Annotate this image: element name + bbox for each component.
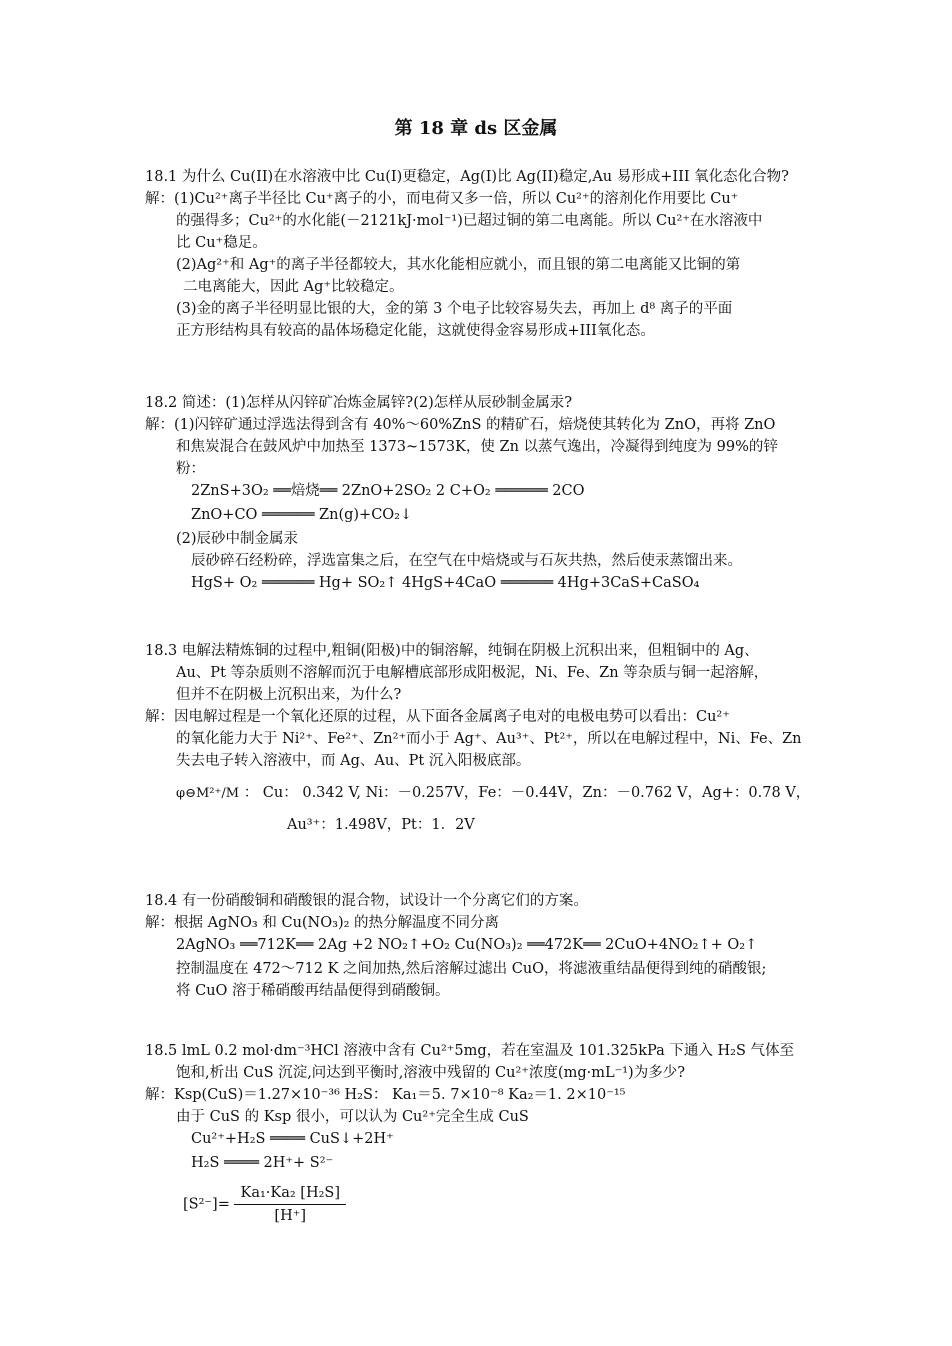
answer-line: 辰砂碎石经粉碎，浮选富集之后，在空气在中焙烧或与石灰共热，然后使汞蒸馏出来。 — [191, 553, 742, 569]
equation: 2ZnS+3O₂ ══焙烧══ 2ZnO+2SO₂ 2 C+O₂ ══════ 2CO — [191, 483, 585, 499]
equation: H₂S ════ 2H⁺+ S²⁻ — [191, 1155, 334, 1171]
equation: HgS+ O₂ ══════ Hg+ SO₂↑ 4HgS+4CaO ══════ 4Hg+3CaS+CaSO₄ — [191, 575, 700, 591]
answer-line: 二电离能大，因此 Ag⁺比较稳定。 — [183, 279, 404, 295]
potential-label: φ⊖M²⁺/M — [176, 786, 240, 801]
answer-line: 的氧化能力大于 Ni²⁺、Fe²⁺、Zn²⁺而小于 Ag⁺、Au³⁺、Pt²⁺，所以在电解过程中，Ni、Fe、Zn — [176, 731, 802, 747]
question-18-3 — [145, 640, 815, 836]
answer-line: 和焦炭混合在鼓风炉中加热至 1373~1573K，使 Zn 以蒸气逸出，冷凝得到纯度为 99%的锌 — [176, 439, 778, 455]
question-text: 饱和,析出 CuS 沉淀,问达到平衡时,溶液中残留的 Cu²⁺浓度(mg·mL⁻¹)为多少? — [176, 1065, 685, 1081]
answer-line: 解：(1)闪锌矿通过浮选法得到含有 40%～60%ZnS 的精矿石，焙烧使其转化为 ZnO，再将 ZnO — [145, 417, 776, 433]
question-18-4 — [145, 890, 815, 1002]
answer-line: 解：因电解过程是一个氧化还原的过程，从下面各金属离子电对的电极电势可以看出：Cu²⁺ — [145, 709, 730, 725]
potential-values: ： Cu： 0.342 V, Ni：－0.257V，Fe：－0.44V，Zn：－0.762 V，Ag+：0.78 V， — [243, 785, 811, 801]
answer-line: 解：根据 AgNO₃ 和 Cu(NO₃)₂ 的热分解温度不同分离 — [145, 915, 500, 931]
question-18-2 — [145, 392, 815, 596]
fraction-numerator: Ka₁·Ka₂ [H₂S] — [234, 1182, 346, 1205]
question-text: 18.4 有一份硝酸铜和硝酸银的混合物，试设计一个分离它们的方案。 — [145, 893, 588, 909]
question-text: 18.2 简述：(1)怎样从闪锌矿冶炼金属锌?(2)怎样从辰砂制金属汞? — [145, 395, 573, 411]
equation: 2AgNO₃ ══712K══ 2Ag +2 NO₂↑+O₂ Cu(NO₃)₂ ══472K══ 2CuO+4NO₂↑+ O₂↑ — [176, 937, 758, 953]
answer-line: 粉： — [176, 461, 205, 477]
answer-line: 解：Ksp(CuS)＝1.27×10⁻³⁶ H₂S： Ka₁＝5. 7×10⁻⁸ Ka₂＝1. 2×10⁻¹⁵ — [145, 1087, 626, 1103]
chapter-title: 第 18 章 ds 区金属 — [394, 118, 558, 139]
question-text: Au、Pt 等杂质则不溶解而沉于电解槽底部形成阳极泥，Ni、Fe、Zn 等杂质与铜一起溶解， — [176, 665, 769, 681]
question-text: 但并不在阴极上沉积出来，为什么? — [176, 687, 402, 703]
question-text: 18.1 为什么 Cu(II)在水溶液中比 Cu(I)更稳定，Ag(I)比 Ag(II)稳定,Au 易形成+III 氧化态化合物? — [145, 169, 789, 185]
equation: Cu²⁺+H₂S ════ CuS↓+2H⁺ — [191, 1131, 394, 1147]
fraction-equation — [145, 1182, 815, 1227]
question-18-5 — [145, 1040, 815, 1227]
question-text: 18.3 电解法精炼铜的过程中,粗铜(阳极)中的铜溶解，纯铜在阴极上沉积出来，但粗铜中的 Ag、 — [145, 643, 759, 659]
answer-line: 失去电子转入溶液中，而 Ag、Au、Pt 沉入阳极底部。 — [176, 753, 531, 769]
answer-line: 的强得多；Cu²⁺的水化能(－2121kJ·mol⁻¹)已超过铜的第二电离能。所以 Cu²⁺在水溶液中 — [176, 213, 763, 229]
question-18-1 — [145, 166, 815, 342]
fraction — [234, 1182, 346, 1227]
answer-line: 将 CuO 溶于稀硝酸再结晶便得到硝酸铜。 — [176, 983, 450, 999]
answer-line: (2)辰砂中制金属汞 — [176, 531, 299, 547]
answer-line: (3)金的离子半径明显比银的大，金的第 3 个电子比较容易失去，再加上 d⁸ 离子的平面 — [176, 301, 733, 317]
fraction-denominator: [H⁺] — [274, 1208, 307, 1224]
question-text: 18.5 lmL 0.2 mol·dm⁻³HCl 溶液中含有 Cu²⁺5mg，若在室温及 101.325kPa 下通入 H₂S 气体至 — [145, 1043, 794, 1059]
potential-values-2: Au³⁺：1.498V，Pt：1．2V — [287, 817, 475, 833]
potential-line — [145, 782, 815, 804]
answer-line: 比 Cu⁺稳足。 — [176, 235, 267, 251]
answer-line: 控制温度在 472～712 K 之间加热,然后溶解过滤出 CuO，将滤液重结晶便得到纯的硝酸银; — [176, 961, 767, 977]
fraction-lhs: [S²⁻]= — [183, 1196, 230, 1213]
answer-line: 正方形结构具有较高的晶体场稳定化能，这就使得金容易形成+III氧化态。 — [176, 323, 655, 339]
answer-line: 由于 CuS 的 Ksp 很小，可以认为 Cu²⁺完全生成 CuS — [176, 1109, 529, 1125]
answer-line: 解：(1)Cu²⁺离子半径比 Cu⁺离子的小，而电荷又多一倍，所以 Cu²⁺的溶剂化作用要比 Cu⁺ — [145, 191, 739, 207]
answer-line: (2)Ag²⁺和 Ag⁺的离子半径都较大，其水化能相应就小，而且银的第二电离能又比铜的第 — [176, 257, 741, 273]
equation: ZnO+CO ══════ Zn(g)+CO₂↓ — [191, 507, 413, 523]
